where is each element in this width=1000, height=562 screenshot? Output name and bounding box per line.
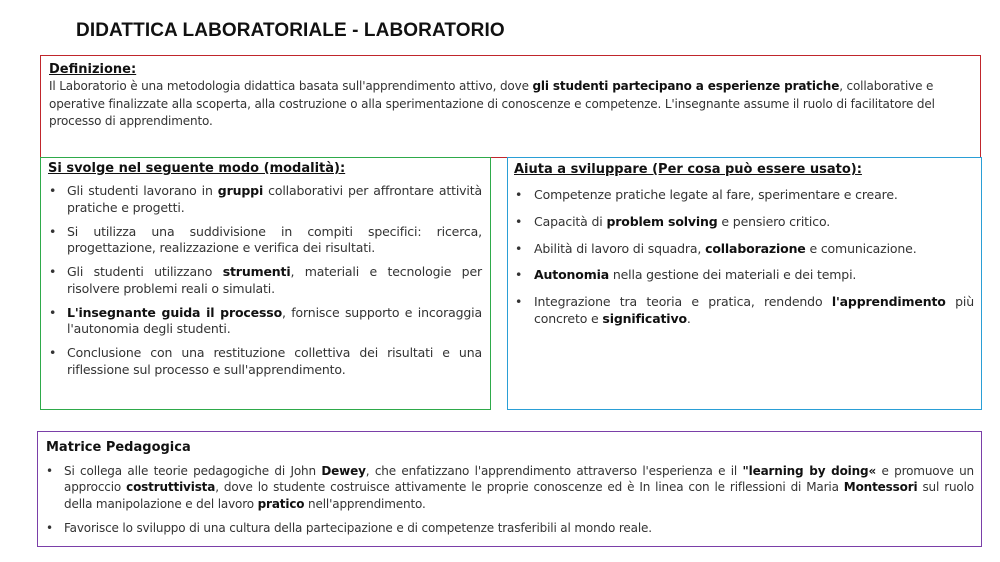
helps-develop-box (507, 157, 982, 410)
bold-text: gli studenti partecipano a esperienze pratiche (532, 79, 840, 93)
bold-text: l'apprendimento (831, 294, 946, 309)
text-run: più concreto e (534, 294, 974, 326)
page-title: DIDATTICA LABORATORIALE - LABORATORIO (76, 20, 505, 41)
bold-text: collaborazione (705, 240, 806, 256)
bold-text: Dewey (321, 464, 366, 478)
modality-item (48, 345, 482, 379)
modality-item (48, 224, 482, 258)
bold-text: L'insegnante guida il processo (67, 304, 283, 320)
text-run: sul ruolo della manipolazione e del lavoro (64, 480, 974, 511)
modality-list (48, 183, 482, 379)
modality-heading: Si svolge nel seguente modo (modalità): (48, 161, 346, 176)
text-run: , fornisce supporto e incoraggia l'autonomia degli studenti. (67, 304, 482, 337)
text-run: . (686, 310, 691, 326)
text-run: , collaborative e operative finalizzate alla scoperta, alla costruzione o alla sperimentazione di conoscenze e competenze. L'insegnante assume il ruolo di facilitatore del processo di apprendimento. (49, 79, 935, 129)
text-run: e comunicazione. (805, 240, 917, 256)
definition-heading: Definizione: (49, 62, 137, 77)
helps-develop-item (514, 241, 974, 258)
bold-text: Montessori (843, 480, 918, 495)
helps-develop-item (514, 214, 974, 231)
bold-text: strumenti (222, 264, 291, 279)
text-run: , materiali e tecnologie per risolvere problemi reali o simulati. (67, 264, 482, 296)
text-run: Si utilizza una suddivisione in compiti specifici: ricerca, progettazione, realizzazione e verifica dei risultati. (67, 223, 482, 256)
modality-box (40, 157, 491, 410)
text-run: Favorisce lo sviluppo di una cultura della partecipazione e di competenze trasferibili al mondo reale. (64, 520, 652, 535)
text-run: , che enfatizzano l'apprendimento attraverso l'esperienza e il (365, 464, 743, 478)
text-run: Conclusione con una restituzione collettiva dei risultati e una riflessione sul processo e sull'apprendimento. (67, 345, 482, 377)
text-run: e pensiero critico. (717, 213, 831, 229)
modality-item (48, 183, 482, 217)
text-run: , dove lo studente costruisce attivamente le proprie conoscenze ed è In linea con le riflessioni di Maria (215, 480, 844, 495)
bold-text: problem solving (606, 213, 718, 229)
text-run: Integrazione tra teoria e pratica, rendendo (534, 294, 832, 309)
text-run: nell'apprendimento. (304, 496, 426, 511)
bold-text: pratico (257, 496, 305, 511)
helps-develop-item (514, 187, 974, 204)
text-run: Capacità di (534, 213, 607, 229)
pedagogical-matrix-heading: Matrice Pedagogica (46, 440, 191, 455)
definition-box (40, 55, 981, 158)
pedagogical-matrix-box (37, 431, 982, 547)
text-run: Gli studenti utilizzano (67, 264, 223, 279)
modality-item (48, 305, 482, 339)
pedagogical-matrix-item (46, 463, 974, 512)
bold-text: "learning by doing« (742, 464, 877, 478)
pedagogical-matrix-list (46, 463, 974, 536)
bold-text: costruttivista (126, 480, 216, 495)
helps-develop-heading: Aiuta a sviluppare (Per cosa può essere usato): (514, 162, 862, 177)
text-run: Abilità di lavoro di squadra, (534, 240, 706, 256)
helps-develop-item (514, 294, 974, 328)
text-run: Si collega alle teorie pedagogiche di John (64, 464, 322, 478)
helps-develop-item (514, 267, 974, 284)
modality-item (48, 264, 482, 298)
pedagogical-matrix-item (46, 520, 974, 536)
text-run: Il Laboratorio è una metodologia didattica basata sull'apprendimento attivo, dove (49, 79, 533, 93)
text-run: nella gestione dei materiali e dei tempi. (609, 267, 857, 283)
bold-text: gruppi (217, 183, 264, 198)
text-run: collaborativi per affrontare attività pratiche e progetti. (67, 183, 482, 215)
text-run: e promuove un approccio (64, 464, 974, 495)
bold-text: significativo (602, 310, 687, 326)
text-run: Gli studenti lavorano in (67, 183, 218, 198)
bold-text: Autonomia (534, 267, 610, 283)
text-run: Competenze pratiche legate al fare, sperimentare e creare. (534, 187, 898, 202)
helps-develop-list (514, 187, 974, 328)
definition-text (49, 78, 972, 131)
